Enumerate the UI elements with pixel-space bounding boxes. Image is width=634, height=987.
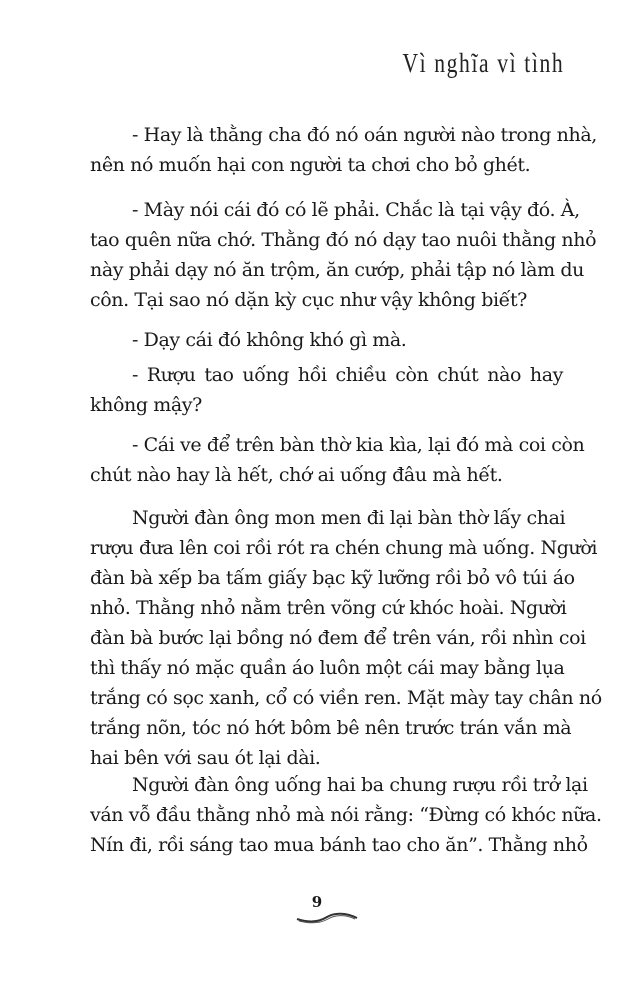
text-line: ván vỗ đầu thằng nhỏ mà nói rằng: “Đừng có khóc nữa.	[90, 804, 602, 826]
text-line: chút nào hay là hết, chớ ai uống đâu mà hết.	[90, 464, 503, 486]
text-line: - Rượu tao uống hồi chiều còn chút nào hay	[132, 364, 563, 386]
text-line: trắng nõn, tóc nó hớt bôm bê nên trước trán vắn mà	[90, 717, 572, 739]
text-line: Nín đi, rồi sáng tao mua bánh tao cho ăn”. Thằng nhỏ	[90, 834, 588, 856]
text-line: đàn bà xếp ba tấm giấy bạc kỹ lưỡng rồi bỏ vô túi áo	[90, 567, 575, 589]
text-line: tao quên nữa chớ. Thằng đó nó dạy tao nuôi thằng nhỏ	[90, 229, 597, 251]
text-line: không mậy?	[90, 394, 202, 416]
text-line: nhỏ. Thằng nhỏ nằm trên võng cứ khóc hoài. Người	[90, 597, 567, 619]
running-header: Vì nghĩa vì tình	[402, 48, 564, 78]
text-line: Người đàn ông mon men đi lại bàn thờ lấy chai	[132, 507, 566, 529]
text-line: - Cái ve để trên bàn thờ kia kìa, lại đó mà coi còn	[132, 434, 585, 456]
text-line: đàn bà bước lại bồng nó đem để trên ván, rồi nhìn coi	[90, 627, 586, 649]
page-number: 9	[311, 893, 323, 911]
text-line: - Hay là thằng cha đó nó oán người nào trong nhà,	[132, 124, 597, 146]
text-line: Người đàn ông uống hai ba chung rượu rồi trở lại	[132, 774, 588, 796]
text-line: rượu đưa lên coi rồi rót ra chén chung mà uống. Người	[90, 537, 598, 559]
text-line: thì thấy nó mặc quần áo luôn một cái may bằng lụa	[90, 657, 565, 679]
text-line: - Dạy cái đó không khó gì mà.	[132, 329, 407, 351]
page-ornament-icon	[295, 910, 359, 924]
text-line: - Mày nói cái đó có lẽ phải. Chắc là tại vậy đó. À,	[132, 199, 580, 221]
text-line: này phải dạy nó ăn trộm, ăn cướp, phải tập nó làm du	[90, 259, 584, 281]
text-line: côn. Tại sao nó dặn kỳ cục như vậy không biết?	[90, 289, 527, 311]
text-line: hai bên với sau ót lại dài.	[90, 747, 321, 769]
text-line: trắng có sọc xanh, cổ có viền ren. Mặt mày tay chân nó	[90, 687, 602, 709]
text-line: nên nó muốn hại con người ta chơi cho bỏ ghét.	[90, 154, 531, 176]
